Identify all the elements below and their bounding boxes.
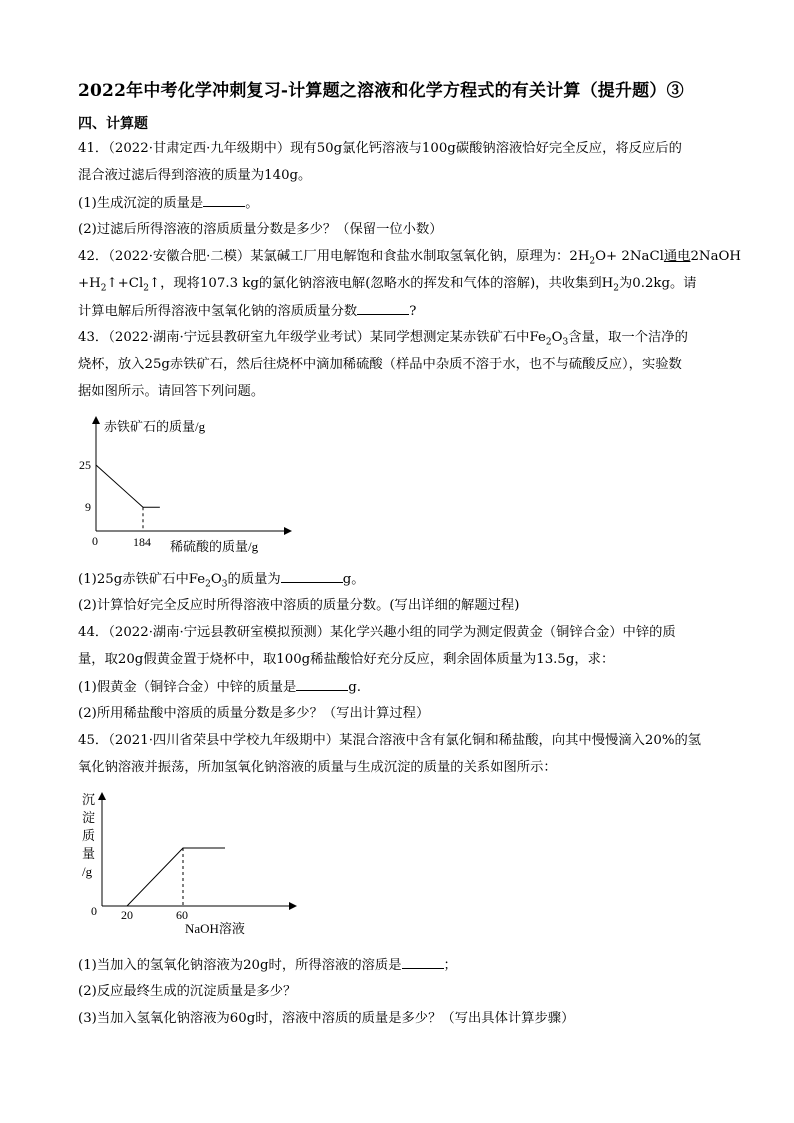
q45-line2: 氧化钠溶液并振荡，所加氢氧化钠溶液的质量与生成沉淀的质量的关系如图所示： bbox=[78, 760, 557, 775]
chart2-origin-label: 0 bbox=[91, 904, 97, 918]
q42-line2: $+H_2↑+Cl_2↑$，现将107.3 kg的氯化钠溶液电解(忽略水的挥发和气体的溶解)，共收集到$H_2$为0.2kg。请 bbox=[78, 276, 697, 294]
q43-line3: 据如图所示。请回答下列问题。 bbox=[78, 384, 265, 399]
chart-hematite-mass bbox=[70, 410, 300, 560]
q41-answer-blank[interactable] bbox=[203, 194, 245, 207]
q43-line1-b: O bbox=[551, 330, 563, 345]
q42-answer-blank[interactable] bbox=[357, 302, 409, 315]
q42-line3-end: ? bbox=[409, 304, 417, 319]
q43-line1-a: 43．（2022·湖南·宁远县教研室九年级学业考试）某同学想测定某赤铁矿石中Fe bbox=[78, 330, 546, 345]
q42-line2-a: +H bbox=[78, 276, 101, 291]
q42-line2-d: 为0.2kg。请 bbox=[618, 276, 697, 291]
q43-part1: (1)25g赤铁矿石中$Fe_2O_3$的质量为 g。 bbox=[78, 572, 365, 590]
chart1-ytick-9: 9 bbox=[85, 500, 91, 515]
chart1-ytick-25: 25 bbox=[79, 458, 91, 472]
q42-line2-c: ↑，现将107.3 kg的氯化钠溶液电解(忽略水的挥发和气体的溶解)，共收集到H bbox=[148, 276, 614, 291]
q45-part1 bbox=[78, 956, 457, 975]
q45-part3: (3)当加入氢氧化钠溶液为60g时，溶液中溶质的质量是多少？（写出具体计算步骤） bbox=[78, 1011, 575, 1026]
q45-answer-blank[interactable] bbox=[402, 956, 444, 969]
q42-line1-c: 2NaOH bbox=[690, 249, 741, 264]
q43-line2: 烧杯，放入25g赤铁矿石，然后往烧杯中滴加稀硫酸（样品中杂质不溶于水，也不与硫酸反应），实验数 bbox=[78, 357, 682, 372]
q41-part1-end: 。 bbox=[245, 196, 259, 211]
chart2-y-label-3: 量 bbox=[82, 846, 96, 861]
q42-condition: 通电 bbox=[663, 249, 691, 264]
chart2-y-label-4: /g bbox=[82, 864, 93, 879]
q43-part1-a: (1)25g赤铁矿石中Fe bbox=[78, 572, 206, 587]
q44-part1-text: (1)假黄金（铜锌合金）中锌的质量是 bbox=[78, 680, 297, 695]
q44-answer-blank[interactable] bbox=[296, 678, 348, 691]
q41-line2: 混合液过滤后得到溶液的质量为140g。 bbox=[78, 168, 312, 183]
chart2-y-label-2: 质 bbox=[82, 828, 96, 843]
q44-part2: (2)所用稀盐酸中溶质的质量分数是多少？（写出计算过程） bbox=[78, 706, 430, 721]
chart2-series-line bbox=[127, 848, 225, 906]
section-heading: 四、计算题 bbox=[78, 116, 148, 132]
q45-part1-text: (1)当加入的氢氧化钠溶液为20g时，所得溶液的溶质是 bbox=[78, 958, 402, 973]
q43-part2: (2)计算恰好完全反应时所得溶液中溶质的质量分数。(写出详细的解题过程) bbox=[78, 598, 520, 613]
q43-part1-d: g。 bbox=[342, 572, 365, 587]
q44-line1: 44．（2022·湖南·宁远县教研室模拟预测）某化学兴趣小组的同学为测定假黄金（铜锌合金）中锌的质 bbox=[78, 625, 676, 640]
q44-part1-end: g. bbox=[348, 680, 362, 695]
q42-line1: 42．（2022·安徽合肥·二模）某氯碱工厂用电解饱和食盐水制取氢氧化钠，原理为：$2H_2O+$ 2NaCl通电2NaOH bbox=[78, 249, 741, 267]
chart2-x-label: NaOH溶液 bbox=[185, 921, 245, 936]
chart1-origin-label: 0 bbox=[92, 534, 98, 548]
chart2-y-label-1: 淀 bbox=[82, 810, 96, 825]
q43-answer-blank[interactable] bbox=[281, 570, 343, 583]
chart1-y-label: 赤铁矿石的质量/g bbox=[104, 419, 206, 434]
q43-part1-c: 的质量为 bbox=[227, 572, 281, 587]
chart2-xtick-60: 60 bbox=[176, 908, 188, 922]
chart1-series-line bbox=[96, 465, 160, 507]
q44-part1 bbox=[78, 678, 361, 697]
q42-line3 bbox=[78, 302, 416, 321]
q42-line2-b: ↑+Cl bbox=[106, 276, 144, 291]
chart2-xtick-20: 20 bbox=[121, 908, 133, 922]
page-title: 2022年中考化学冲刺复习-计算题之溶液和化学方程式的有关计算（提升题）③ bbox=[78, 81, 684, 101]
q43-line1: 43．（2022·湖南·宁远县教研室九年级学业考试）某同学想测定某赤铁矿石中$Fe_2O_3$含量，取一个洁净的 bbox=[78, 330, 688, 348]
q41-part1-text: (1)生成沉淀的质量是 bbox=[78, 196, 204, 211]
q44-line2: 量，取20g假黄金置于烧杯中，取100g稀盐酸恰好充分反应，剩余固体质量为13.5g，求： bbox=[78, 652, 615, 667]
q45-line1: 45．（2021·四川省荣县中学校九年级期中）某混合溶液中含有氯化铜和稀盐酸，向其中慢慢滴入20%的氢 bbox=[78, 733, 702, 748]
q45-part1-end: ； bbox=[443, 958, 457, 973]
chart-precipitate-mass bbox=[70, 790, 310, 940]
q42-line1-a: 42．（2022·安徽合肥·二模）某氯碱工厂用电解饱和食盐水制取氢氧化钠，原理为：2H bbox=[78, 249, 590, 264]
q41-part1 bbox=[78, 194, 259, 213]
q43-part1-b: O bbox=[210, 572, 222, 587]
q41-line1: 41．（2022·甘肃定西·九年级期中）现有50g氯化钙溶液与100g碳酸钠溶液恰好完全反应，将反应后的 bbox=[78, 141, 682, 156]
q43-line1-c: 含量，取一个洁净的 bbox=[568, 330, 688, 345]
chart2-y-label-0: 沉 bbox=[82, 792, 96, 807]
q41-part2: (2)过滤后所得溶液的溶质质量分数是多少？（保留一位小数） bbox=[78, 222, 443, 237]
q45-part2: (2)反应最终生成的沉淀质量是多少？ bbox=[78, 984, 297, 999]
q42-line3-text: 计算电解后所得溶液中氢氧化钠的溶质质量分数 bbox=[78, 304, 358, 319]
chart1-xtick-184: 184 bbox=[133, 535, 151, 549]
q42-line1-b: O+ 2NaCl bbox=[595, 249, 664, 264]
chart1-x-label: 稀硫酸的质量/g bbox=[170, 539, 259, 554]
